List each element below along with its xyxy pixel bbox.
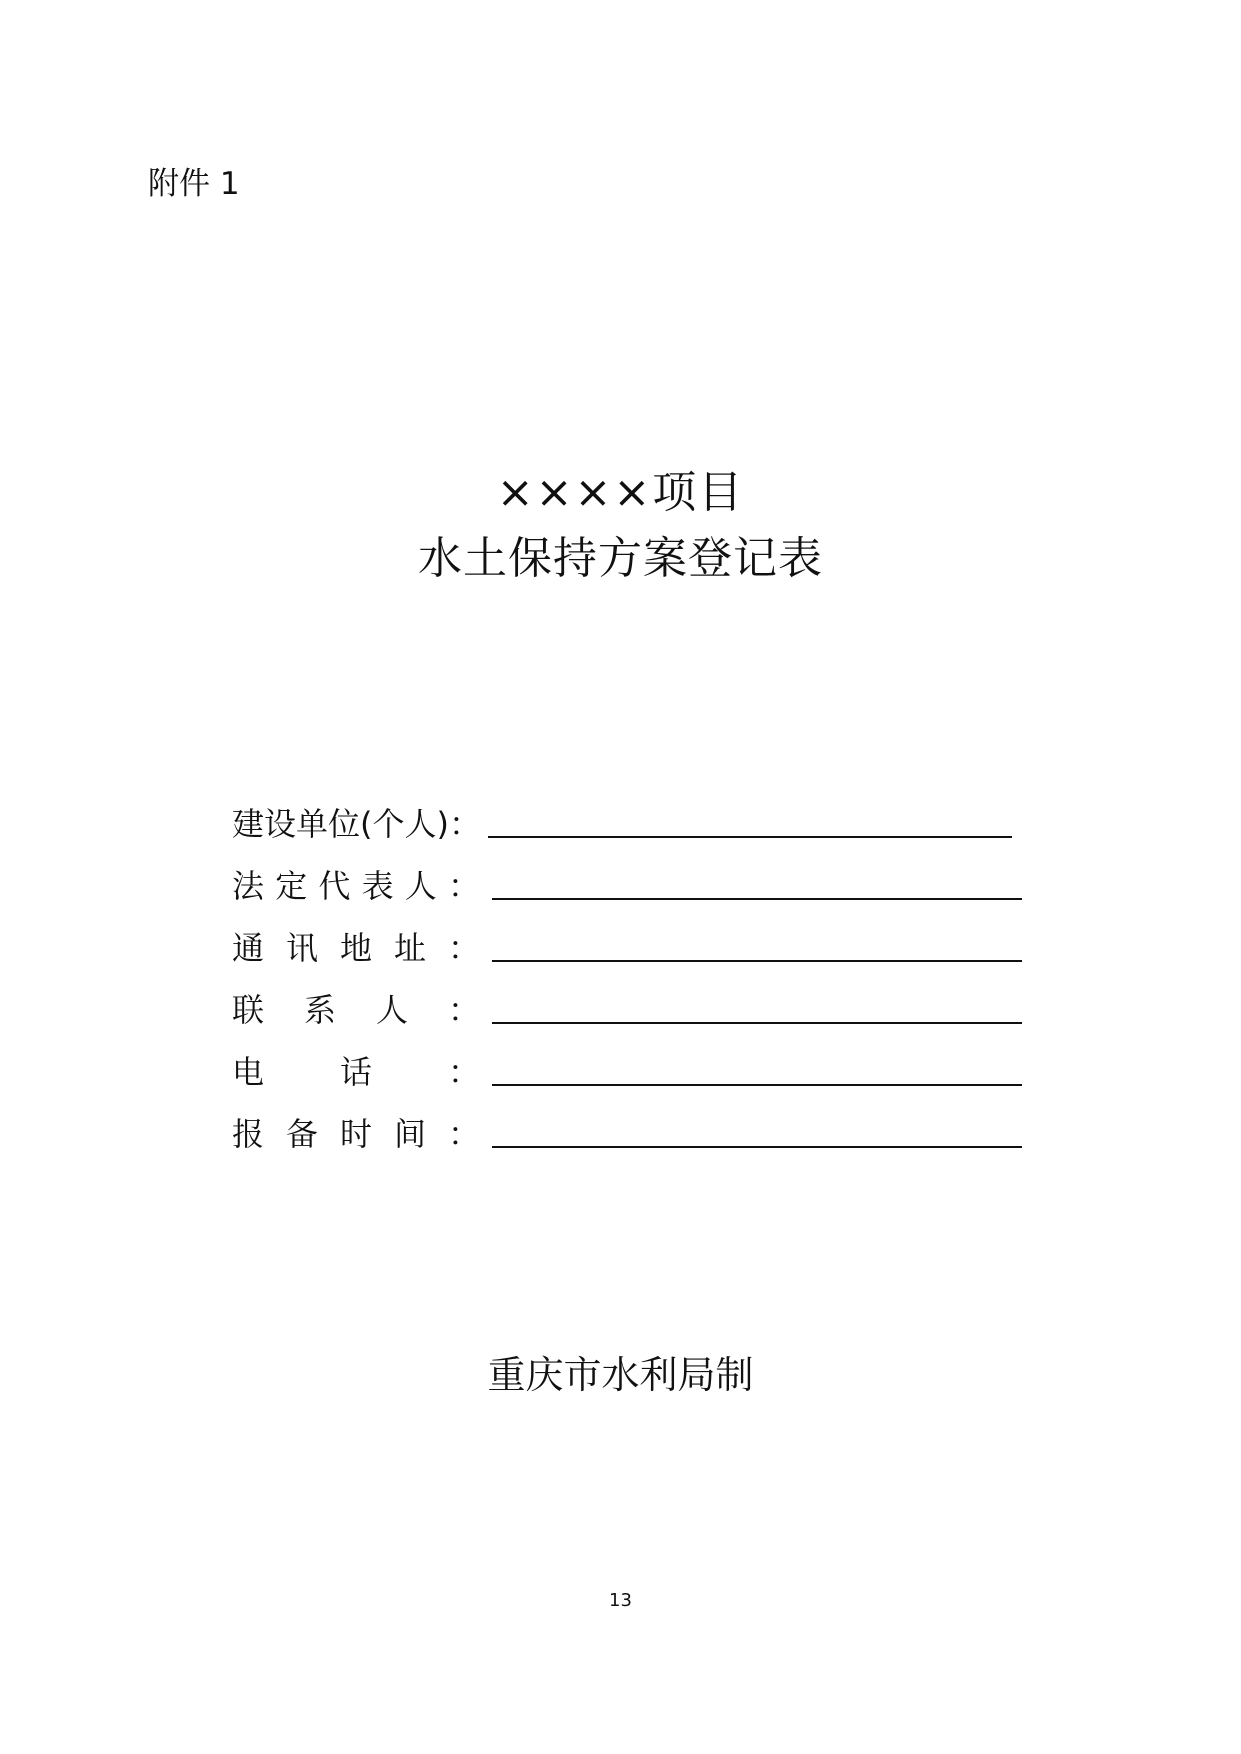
form-label-char: 址 — [393, 929, 426, 967]
form-title: 水土保持方案登记表 — [418, 533, 823, 584]
form-label-char: 联 — [232, 991, 265, 1029]
project-title: ××××项目 — [496, 467, 745, 518]
form-label-char: 电 — [232, 1053, 265, 1091]
form-label-char: 人 — [404, 867, 437, 905]
form-label-char: 系 — [303, 991, 336, 1029]
page-number: 13 — [609, 1590, 632, 1611]
form-label — [232, 928, 480, 968]
form-row-filing-date — [232, 1092, 1022, 1154]
form-label — [232, 1052, 480, 1092]
form-label-char: 人 — [375, 991, 408, 1029]
issuer: 重庆市水利局制 — [487, 1353, 754, 1397]
form-label — [232, 866, 480, 906]
phone-field[interactable] — [492, 1048, 1022, 1086]
contact-person-field[interactable] — [492, 986, 1022, 1024]
legal-representative-field[interactable] — [492, 862, 1022, 900]
form-label-char: 话 — [339, 1053, 372, 1091]
form-row-phone — [232, 1030, 1022, 1092]
construction-unit-field[interactable] — [488, 800, 1012, 838]
attachment-label: 附件 1 — [148, 166, 240, 202]
form-label — [232, 990, 480, 1030]
form-label-char: ： — [447, 991, 480, 1029]
form-label-char: 备 — [285, 1115, 318, 1153]
form-row-contact-person — [232, 968, 1022, 1030]
form-label-char: ： — [447, 867, 480, 905]
form-label-char: 间 — [393, 1115, 426, 1153]
form-row-construction-unit — [232, 782, 1022, 844]
form-label-char: 地 — [339, 929, 372, 967]
form-label-char: 代 — [318, 867, 351, 905]
form-row-legal-representative — [232, 844, 1022, 906]
form-label-char: 报 — [232, 1115, 265, 1153]
form-label-char: ： — [447, 1115, 480, 1153]
form-label-char: 通 — [232, 929, 265, 967]
form-label-char: 定 — [275, 867, 308, 905]
form-row-address — [232, 906, 1022, 968]
registration-form — [232, 782, 1022, 1154]
form-label-char: 表 — [361, 867, 394, 905]
address-field[interactable] — [492, 924, 1022, 962]
form-label — [232, 1114, 480, 1154]
form-label-char: ： — [447, 1053, 480, 1091]
form-label-char: 时 — [339, 1115, 372, 1153]
form-label-text: 建设单位(个人)： — [232, 805, 481, 843]
form-label — [232, 804, 480, 844]
form-label-char: 讯 — [285, 929, 318, 967]
form-label-char: ： — [447, 929, 480, 967]
filing-date-field[interactable] — [492, 1110, 1022, 1148]
form-label-char: 法 — [232, 867, 265, 905]
